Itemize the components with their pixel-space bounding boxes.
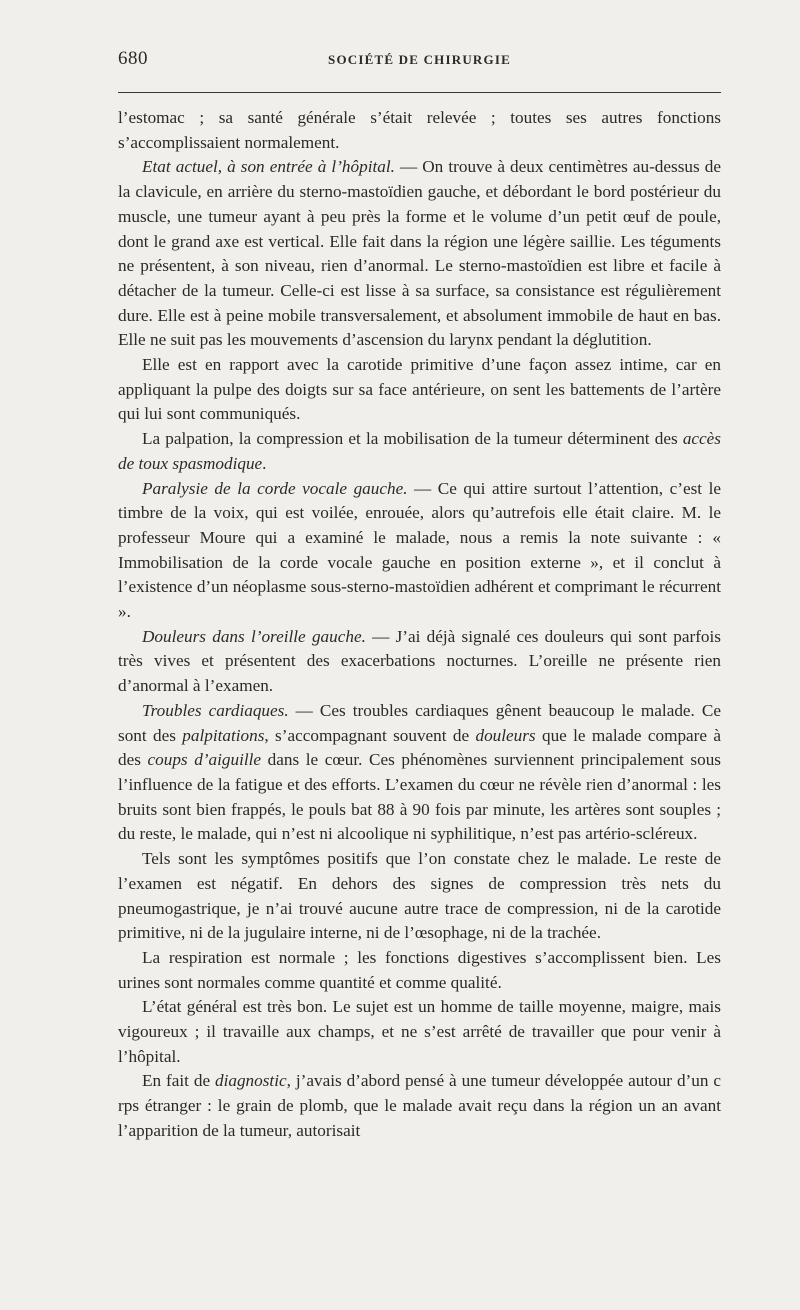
paragraph-text: . <box>262 453 267 473</box>
paragraph-text: dans le cœur. Ces phénomènes surviennent principalement sous l’influence de la fatigue et des efforts. L’examen du cœur ne révèle rien d’anormal : les bruits sont bien frappés, le pouls bat 88 à 90 fois par minute, les artères sont souples ; du reste, le malade, qui n’est ni alcoolique ni syphilitique, n’est pas artério-scléreux. <box>118 750 721 844</box>
paragraph-text: l’estomac ; sa santé générale s’était relevée ; toutes ses autres fonctions s’accomplissaient normalement. <box>118 108 721 152</box>
paragraph-text: L’état général est très bon. Le sujet est un homme de taille moyenne, maigre, mais vigoureux ; il travaille aux champs, et ne s’est arrêté de travailler que pour venir à l’hôpital. <box>118 997 721 1066</box>
paragraph <box>118 1069 721 1143</box>
italic-term: douleurs <box>475 725 536 745</box>
page-number: 680 <box>118 48 148 69</box>
paragraph-text: En fait de <box>142 1071 215 1091</box>
italic-term: coups d’aiguille <box>147 750 262 770</box>
section-lead: Etat actuel, à son entrée à l’hôpital. <box>142 157 395 177</box>
paragraph <box>118 477 721 625</box>
italic-term: diagnostic <box>215 1071 287 1091</box>
paragraph-text: — Ces troubles cardiaques gênent beaucoup le malade. Ce sont des <box>118 700 721 745</box>
paragraph <box>118 106 721 155</box>
paragraph-text: que le malade compare à des <box>118 725 722 770</box>
paragraph-text: , j’avais d’abord pensé à une tumeur développée autour d’un c rps étranger : le grain de plomb, que le malade avait reçu dans la région un an avant l’apparition de la tumeur, autorisait <box>118 1071 722 1140</box>
paragraph-text: — Ce qui attire surtout l’attention, c’est le timbre de la voix, qui est voilée, enrouée, alors qu’autrefois elle était claire. M. le professeur Moure qui a examiné le malade, nous a remis la note suivante : « Immobilisation de la corde vocale gauche en position externe », et il conclut à l’existence d’un néoplasme sous-sterno-mastoïdien adhérent et comprimant le récurrent ». <box>118 478 721 622</box>
paragraph-text: Tels sont les symptômes positifs que l’on constate chez le malade. Le reste de l’examen est négatif. En dehors des signes de compression très nets du pneumogastrique, je n’ai trouvé aucune autre trace de compression, ni de la carotide primitive, ni de la jugulaire interne, ni de l’œsophage, ni de la trachée. <box>118 849 721 943</box>
section-lead: Troubles cardiaques. <box>142 700 289 720</box>
paragraph <box>118 699 721 847</box>
section-lead: Paralysie de la corde vocale gauche. <box>142 478 408 498</box>
paragraph <box>118 353 721 427</box>
section-lead: Douleurs dans l’oreille gauche. <box>142 626 366 646</box>
paragraph-text: — J’ai déjà signalé ces douleurs qui sont parfois très vives et présentent des exacerbations nocturnes. L’oreille ne présente rien d’anormal à l’examen. <box>118 626 721 696</box>
running-title: SOCIÉTÉ DE CHIRURGIE <box>328 52 511 67</box>
page-header <box>118 48 721 78</box>
paragraph <box>118 995 721 1069</box>
paragraph-text: — On trouve à deux centimètres au-dessus de la clavicule, en arrière du sterno-mastoïdien gauche, et débordant le bord postérieur du muscle, une tumeur ayant à peu près la forme et le volume d’un petit œuf de poule, dont le grand axe est vertical. Elle fait dans la région une légère saillie. Les téguments ne présentent, à son niveau, rien d’anormal. Le sterno-mastoïdien est libre et facile à détacher de la tumeur. Celle-ci est lisse à sa surface, sa consistance est régulièrement dure. Elle est à peine mobile transversalement, et absolument immobile de haut en bas. Elle ne suit pas les mouvements d’ascension du larynx pendant la déglutition. <box>118 157 721 350</box>
body-text <box>118 106 721 1144</box>
paragraph <box>118 847 721 946</box>
header-rule <box>118 92 721 93</box>
paragraph <box>118 155 721 353</box>
paragraph-text: , s’accompagnant souvent de <box>264 725 476 745</box>
paragraph <box>118 427 721 476</box>
paragraph-text: La palpation, la compression et la mobilisation de la tumeur déterminent des <box>142 429 683 449</box>
italic-term: palpitations <box>182 725 265 745</box>
paragraph-text: Elle est en rapport avec la carotide primitive d’une façon assez intime, car en appliquant la pulpe des doigts sur sa face antérieure, on sent les battements de l’artère qui lui sont communiqués. <box>118 355 721 424</box>
paragraph <box>118 946 721 995</box>
paragraph-text: La respiration est normale ; les fonctions digestives s’accomplissent bien. Les urines sont normales comme quantité et comme qualité. <box>118 947 721 992</box>
italic-term: accès de toux spasmodique <box>118 429 721 473</box>
paragraph <box>118 625 721 699</box>
